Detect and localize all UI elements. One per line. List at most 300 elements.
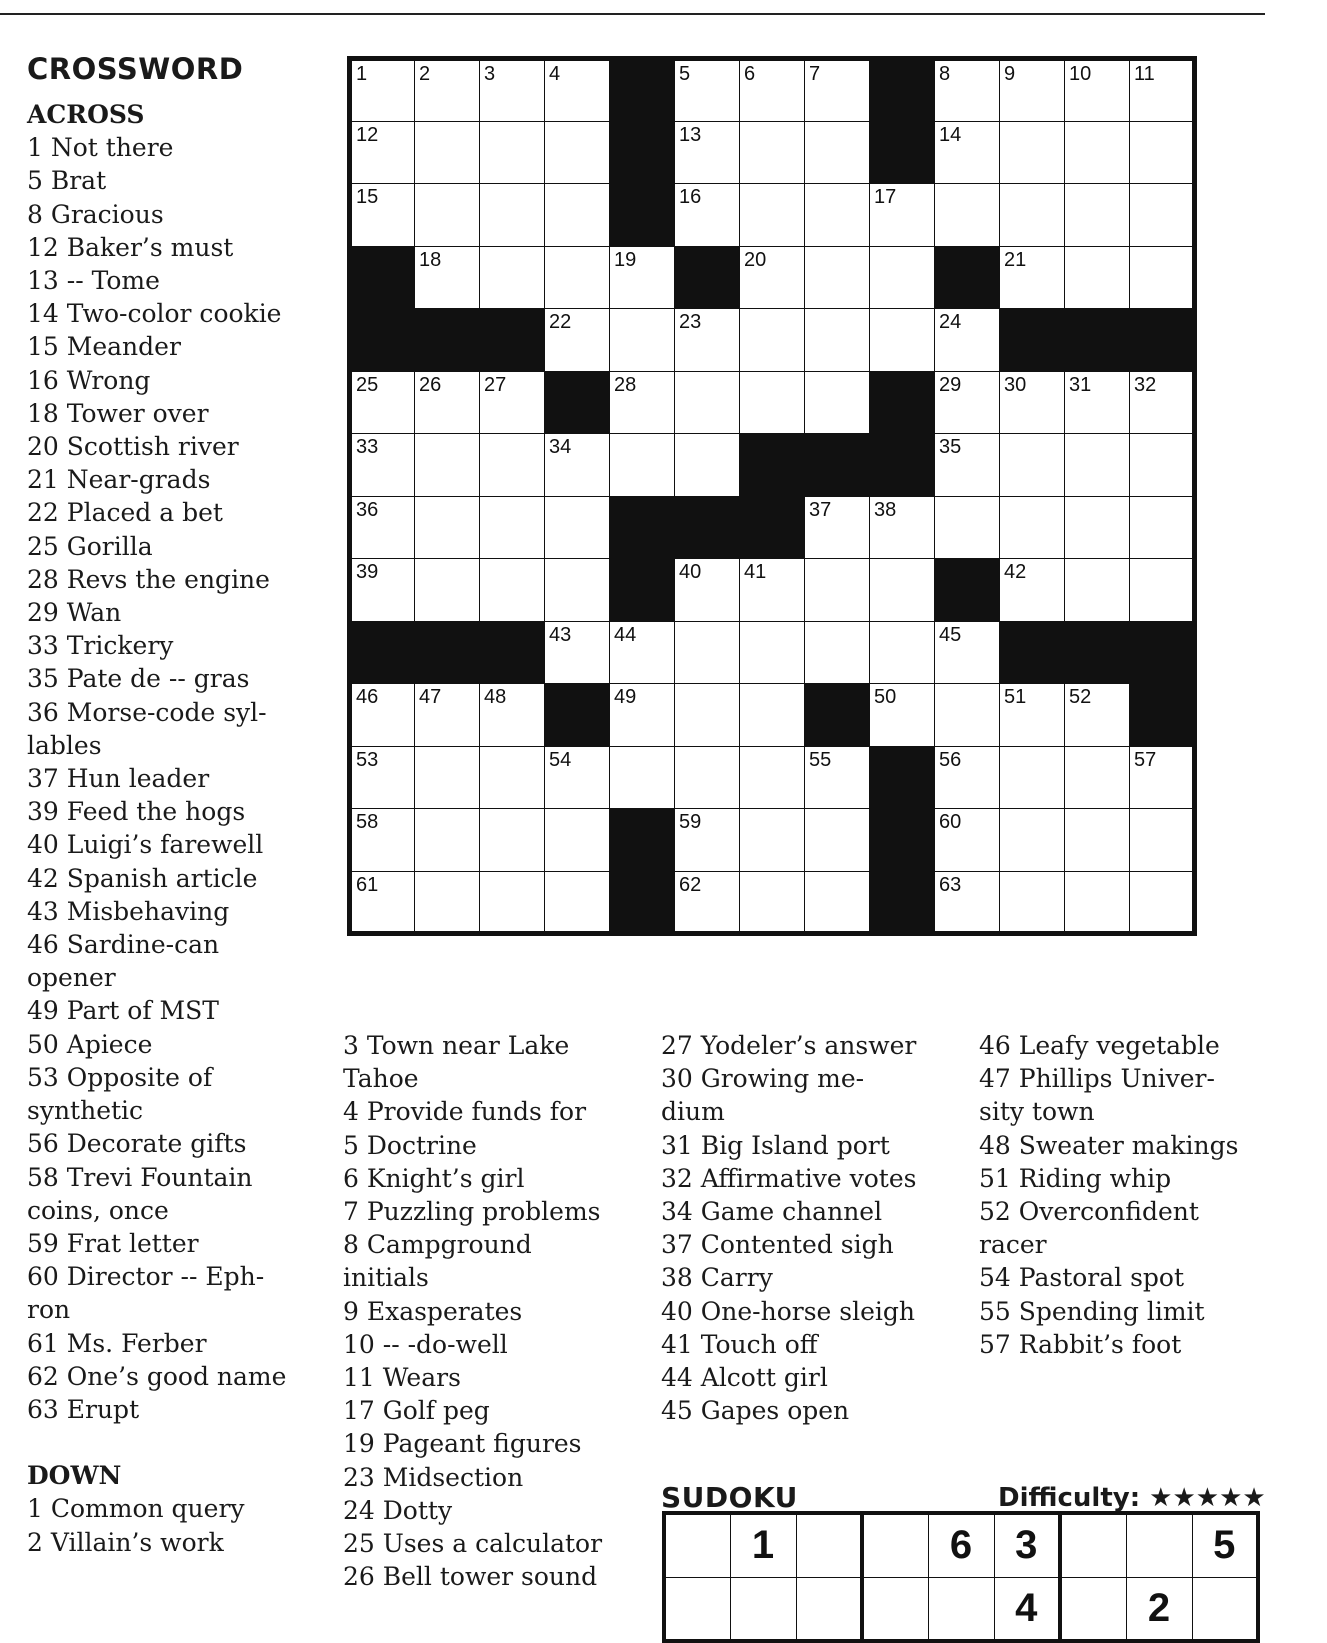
cell-number: 10	[1069, 63, 1092, 85]
clue-line: ron	[27, 1295, 71, 1325]
cell-number: 38	[874, 498, 897, 521]
grid-cell[interactable]	[415, 746, 480, 809]
clue-line: 43 Misbehaving	[27, 896, 230, 926]
sudoku-cell[interactable]: 6	[928, 1513, 994, 1577]
clue-line: 12 Baker’s must	[27, 232, 234, 262]
grid-cell[interactable]	[350, 184, 415, 247]
clue-line: 9 Exasperates	[343, 1296, 523, 1326]
clue-line: 4 Provide funds for	[343, 1097, 587, 1127]
clue-line: 41 Touch off	[661, 1329, 818, 1359]
grid-cell[interactable]	[935, 121, 1000, 184]
grid-row	[350, 59, 1195, 122]
clue-line: opener	[27, 963, 116, 993]
grid-cell[interactable]	[805, 371, 870, 434]
black-square	[545, 684, 610, 747]
clue-line: 51 Riding whip	[979, 1163, 1172, 1193]
cell-number: 42	[1004, 561, 1027, 583]
grid-cell[interactable]	[805, 184, 870, 247]
clue-line: 11 Wears	[343, 1363, 461, 1393]
grid-cell[interactable]	[870, 684, 935, 747]
grid-cell[interactable]	[350, 746, 415, 809]
grid-cell[interactable]	[610, 621, 675, 684]
clue-line: 28 Revs the engine	[27, 564, 270, 594]
grid-cell[interactable]	[350, 371, 415, 434]
grid-cell[interactable]	[740, 184, 805, 247]
cell-number: 47	[419, 686, 442, 708]
clue-line: 13 -- Tome	[27, 266, 160, 296]
grid-cell[interactable]	[610, 246, 675, 309]
grid-row	[350, 621, 1195, 684]
sudoku-grid	[662, 1511, 1260, 1643]
sudoku-cell[interactable]	[1060, 1577, 1126, 1641]
grid-cell[interactable]	[805, 496, 870, 559]
sudoku-cell[interactable]	[796, 1513, 862, 1577]
sudoku-cell[interactable]	[1126, 1513, 1192, 1577]
grid-cell[interactable]	[480, 746, 545, 809]
grid-cell[interactable]	[480, 371, 545, 434]
grid-cell[interactable]	[545, 184, 610, 247]
grid-cell[interactable]	[1130, 746, 1195, 809]
grid-cell[interactable]	[870, 496, 935, 559]
grid-cell[interactable]	[610, 746, 675, 809]
grid-cell[interactable]	[675, 684, 740, 747]
grid-cell[interactable]	[610, 309, 675, 372]
cell-number: 54	[549, 748, 572, 771]
grid-cell[interactable]	[675, 59, 740, 122]
clue-line: 15 Meander	[27, 332, 181, 362]
sudoku-cell[interactable]: 4	[994, 1577, 1060, 1641]
grid-cell[interactable]	[415, 121, 480, 184]
grid-cell[interactable]	[610, 434, 675, 497]
black-square	[610, 809, 675, 872]
sudoku-row	[664, 1513, 1258, 1577]
clue-line: 26 Bell tower sound	[343, 1562, 598, 1592]
clue-line: dium	[661, 1097, 725, 1127]
cell-number: 24	[939, 311, 962, 333]
grid-cell[interactable]	[740, 371, 805, 434]
grid-cell[interactable]	[545, 871, 610, 934]
grid-row	[350, 684, 1195, 747]
grid-cell[interactable]	[1065, 684, 1130, 747]
grid-cell[interactable]	[675, 809, 740, 872]
grid-cell[interactable]	[805, 559, 870, 622]
sudoku-cell[interactable]	[796, 1577, 862, 1641]
clue-line: 37 Hun leader	[27, 764, 210, 794]
sudoku-cell[interactable]	[928, 1577, 994, 1641]
cell-number: 35	[939, 436, 962, 458]
grid-cell[interactable]	[935, 184, 1000, 247]
cell-number: 11	[1134, 63, 1155, 85]
cell-number: 8	[939, 63, 951, 85]
clue-column-4	[979, 1029, 1279, 1361]
black-square	[610, 559, 675, 622]
grid-cell[interactable]	[1065, 371, 1130, 434]
clue-line: initials	[343, 1263, 429, 1293]
grid-cell[interactable]	[675, 746, 740, 809]
clue-line: 16 Wrong	[27, 365, 151, 395]
grid-cell[interactable]	[415, 184, 480, 247]
grid-cell[interactable]	[545, 309, 610, 372]
cell-number: 26	[419, 373, 442, 396]
grid-cell[interactable]	[610, 371, 675, 434]
clue-line: 25 Gorilla	[27, 531, 153, 561]
grid-cell[interactable]	[1130, 559, 1195, 622]
grid-cell[interactable]	[350, 121, 415, 184]
grid-cell[interactable]	[935, 746, 1000, 809]
grid-cell[interactable]	[870, 559, 935, 622]
grid-cell[interactable]	[1000, 246, 1065, 309]
grid-cell[interactable]	[545, 121, 610, 184]
clue-line: 38 Carry	[661, 1263, 773, 1293]
cell-number: 51	[1004, 686, 1027, 708]
cell-number: 6	[744, 63, 756, 85]
grid-cell[interactable]	[545, 246, 610, 309]
black-square	[1130, 684, 1195, 747]
grid-cell[interactable]	[1000, 59, 1065, 122]
clue-line: 55 Spending limit	[979, 1296, 1205, 1326]
grid-cell[interactable]	[805, 809, 870, 872]
clue-line: 59 Frat letter	[27, 1228, 199, 1258]
grid-cell[interactable]	[675, 621, 740, 684]
black-square	[610, 496, 675, 559]
grid-cell[interactable]	[545, 621, 610, 684]
black-square	[1130, 309, 1195, 372]
grid-cell[interactable]	[545, 746, 610, 809]
grid-cell[interactable]	[740, 309, 805, 372]
cell-number: 30	[1004, 373, 1027, 396]
grid-cell[interactable]	[350, 559, 415, 622]
sudoku-cell[interactable]	[664, 1577, 730, 1641]
grid-cell[interactable]	[805, 309, 870, 372]
cell-number: 43	[549, 623, 572, 646]
grid-cell[interactable]	[545, 809, 610, 872]
clue-line: 31 Big Island port	[661, 1130, 890, 1160]
cell-number: 28	[614, 373, 637, 396]
grid-cell[interactable]	[740, 809, 805, 872]
clue-line: 40 One-horse sleigh	[661, 1296, 915, 1326]
grid-cell[interactable]	[1065, 809, 1130, 872]
grid-cell[interactable]	[935, 621, 1000, 684]
clue-line: 47 Phillips Univer-	[979, 1064, 1215, 1094]
grid-cell[interactable]	[1130, 246, 1195, 309]
grid-cell[interactable]	[740, 559, 805, 622]
grid-row	[350, 746, 1195, 809]
grid-cell[interactable]	[1130, 496, 1195, 559]
grid-cell[interactable]	[675, 184, 740, 247]
cell-number: 13	[679, 123, 702, 146]
grid-cell[interactable]	[545, 496, 610, 559]
grid-cell[interactable]	[1065, 121, 1130, 184]
grid-cell[interactable]	[870, 246, 935, 309]
clue-column-2	[343, 1029, 643, 1593]
grid-row	[350, 871, 1195, 934]
grid-cell[interactable]	[675, 371, 740, 434]
grid-cell[interactable]	[1000, 809, 1065, 872]
clue-line: 22 Placed a bet	[27, 498, 223, 528]
cell-number: 1	[356, 63, 368, 85]
sudoku-cell[interactable]: 1	[730, 1513, 796, 1577]
grid-cell[interactable]	[935, 496, 1000, 559]
black-square	[610, 184, 675, 247]
grid-cell[interactable]	[740, 121, 805, 184]
grid-cell[interactable]	[740, 746, 805, 809]
sudoku-cell[interactable]: 5	[1192, 1513, 1258, 1577]
black-square	[1065, 621, 1130, 684]
grid-cell[interactable]	[480, 684, 545, 747]
clue-line: 21 Near-grads	[27, 465, 211, 495]
clue-line: 30 Growing me-	[661, 1064, 865, 1094]
cell-number: 61	[356, 873, 379, 896]
cell-number: 18	[419, 248, 442, 271]
grid-cell[interactable]	[805, 871, 870, 934]
grid-cell[interactable]	[1065, 434, 1130, 497]
grid-cell[interactable]	[350, 59, 415, 122]
clue-line: 1 Common query	[27, 1494, 245, 1524]
grid-row	[350, 309, 1195, 372]
cell-number: 31	[1069, 373, 1092, 396]
cell-number: 50	[874, 686, 897, 708]
grid-cell[interactable]	[350, 809, 415, 872]
grid-cell[interactable]	[480, 559, 545, 622]
grid-cell[interactable]	[935, 871, 1000, 934]
cell-number: 53	[356, 748, 379, 771]
grid-cell[interactable]	[415, 371, 480, 434]
grid-cell[interactable]	[1130, 59, 1195, 122]
grid-cell[interactable]	[1065, 246, 1130, 309]
across-header: ACROSS	[27, 100, 145, 129]
clue-line: lables	[27, 730, 102, 760]
grid-cell[interactable]	[675, 871, 740, 934]
black-square	[935, 246, 1000, 309]
clue-line: 44 Alcott girl	[661, 1363, 828, 1393]
sudoku-cell[interactable]: 3	[994, 1513, 1060, 1577]
clue-line: 39 Feed the hogs	[27, 797, 246, 827]
clue-line: 45 Gapes open	[661, 1396, 850, 1426]
clue-line: 8 Campground	[343, 1230, 532, 1260]
grid-cell[interactable]	[1065, 59, 1130, 122]
grid-cell[interactable]	[805, 59, 870, 122]
sudoku-cell[interactable]: 2	[1126, 1577, 1192, 1641]
grid-cell[interactable]	[1130, 371, 1195, 434]
black-square	[480, 309, 545, 372]
grid-cell[interactable]	[675, 121, 740, 184]
clue-line: 10 -- -do-well	[343, 1329, 508, 1359]
clue-line: 20 Scottish river	[27, 432, 239, 462]
grid-cell[interactable]	[1065, 746, 1130, 809]
clue-line: 35 Pate de -- gras	[27, 664, 250, 694]
black-square	[870, 871, 935, 934]
grid-cell[interactable]	[740, 621, 805, 684]
clue-line: 25 Uses a calculator	[343, 1529, 603, 1559]
clue-line: 49 Part of MST	[27, 996, 219, 1026]
black-square	[610, 871, 675, 934]
grid-cell[interactable]	[480, 121, 545, 184]
grid-cell[interactable]	[415, 59, 480, 122]
cell-number: 14	[939, 123, 962, 146]
grid-cell[interactable]	[415, 434, 480, 497]
grid-cell[interactable]	[545, 59, 610, 122]
grid-cell[interactable]	[805, 246, 870, 309]
cell-number: 56	[939, 748, 962, 771]
grid-cell[interactable]	[545, 434, 610, 497]
grid-cell[interactable]	[480, 246, 545, 309]
grid-cell[interactable]	[1000, 371, 1065, 434]
grid-cell[interactable]	[350, 871, 415, 934]
grid-cell[interactable]	[805, 746, 870, 809]
grid-cell[interactable]	[1000, 684, 1065, 747]
clue-line: sity town	[979, 1097, 1095, 1127]
sudoku-cell[interactable]	[730, 1577, 796, 1641]
cell-number: 59	[679, 811, 702, 833]
cell-number: 29	[939, 373, 962, 396]
grid-cell[interactable]	[805, 121, 870, 184]
grid-cell[interactable]	[935, 309, 1000, 372]
grid-cell[interactable]	[350, 434, 415, 497]
grid-cell[interactable]	[415, 559, 480, 622]
top-rule	[0, 13, 1265, 15]
cell-number: 33	[356, 436, 379, 458]
clue-line: 6 Knight’s girl	[343, 1163, 525, 1193]
grid-cell[interactable]	[740, 684, 805, 747]
grid-cell[interactable]	[415, 496, 480, 559]
cell-number: 37	[809, 498, 832, 521]
black-square	[870, 809, 935, 872]
grid-cell[interactable]	[350, 684, 415, 747]
cell-number: 7	[809, 63, 821, 85]
clue-line: 60 Director -- Eph-	[27, 1262, 265, 1292]
grid-row	[350, 371, 1195, 434]
grid-cell[interactable]	[740, 59, 805, 122]
cell-number: 52	[1069, 686, 1092, 708]
grid-cell[interactable]	[480, 184, 545, 247]
grid-cell[interactable]	[1000, 746, 1065, 809]
grid-cell[interactable]	[870, 309, 935, 372]
grid-cell[interactable]	[610, 684, 675, 747]
black-square	[415, 621, 480, 684]
grid-cell[interactable]	[1000, 121, 1065, 184]
grid-cell[interactable]	[1000, 184, 1065, 247]
grid-cell[interactable]	[415, 684, 480, 747]
sudoku-cell[interactable]	[862, 1577, 928, 1641]
cell-number: 49	[614, 686, 637, 708]
cell-number: 48	[484, 686, 507, 708]
sudoku-row	[664, 1577, 1258, 1641]
clue-line: 33 Trickery	[27, 631, 174, 661]
grid-cell[interactable]	[480, 809, 545, 872]
cell-number: 25	[356, 373, 379, 396]
cell-number: 16	[679, 186, 702, 208]
sudoku-cell[interactable]	[862, 1513, 928, 1577]
sudoku-cell[interactable]	[1060, 1513, 1126, 1577]
grid-cell[interactable]	[1000, 559, 1065, 622]
clue-line: 50 Apiece	[27, 1029, 153, 1059]
clue-line: 46 Sardine-can	[27, 930, 220, 960]
cell-number: 39	[356, 561, 379, 583]
grid-cell[interactable]	[415, 246, 480, 309]
grid-cell[interactable]	[1000, 871, 1065, 934]
grid-cell[interactable]	[1065, 559, 1130, 622]
grid-row	[350, 184, 1195, 247]
grid-cell[interactable]	[1130, 809, 1195, 872]
clue-line: 46 Leafy vegetable	[979, 1031, 1220, 1060]
clue-column-3	[661, 1029, 961, 1427]
clue-line: 56 Decorate gifts	[27, 1129, 247, 1159]
grid-cell[interactable]	[935, 434, 1000, 497]
grid-cell[interactable]	[480, 496, 545, 559]
black-square	[870, 59, 935, 122]
grid-cell[interactable]	[675, 559, 740, 622]
grid-cell[interactable]	[805, 621, 870, 684]
cell-number: 19	[614, 248, 637, 271]
grid-cell[interactable]	[870, 621, 935, 684]
grid-cell[interactable]	[350, 496, 415, 559]
clue-line: 57 Rabbit’s foot	[979, 1329, 1182, 1359]
grid-cell[interactable]	[870, 184, 935, 247]
down-header: DOWN	[27, 1461, 122, 1491]
grid-cell[interactable]	[740, 871, 805, 934]
grid-cell[interactable]	[480, 434, 545, 497]
grid-cell[interactable]	[1130, 184, 1195, 247]
grid-cell[interactable]	[415, 871, 480, 934]
crossword-title: CROSSWORD	[27, 52, 244, 86]
black-square	[870, 371, 935, 434]
sudoku-cell[interactable]	[1192, 1577, 1258, 1641]
cell-number: 46	[356, 686, 379, 708]
grid-cell[interactable]	[1000, 434, 1065, 497]
grid-cell[interactable]	[480, 59, 545, 122]
grid-cell[interactable]	[1065, 496, 1130, 559]
grid-cell[interactable]	[1130, 121, 1195, 184]
clue-line: 14 Two-color cookie	[27, 299, 282, 329]
grid-cell[interactable]	[675, 309, 740, 372]
black-square	[805, 684, 870, 747]
sudoku-cell[interactable]	[664, 1513, 730, 1577]
black-square	[610, 59, 675, 122]
grid-cell[interactable]	[935, 59, 1000, 122]
grid-cell[interactable]	[1130, 871, 1195, 934]
grid-cell[interactable]	[415, 809, 480, 872]
grid-cell[interactable]	[935, 809, 1000, 872]
black-square	[480, 621, 545, 684]
clue-line: 32 Affirmative votes	[661, 1163, 917, 1193]
clue-line: 5 Brat	[27, 166, 107, 196]
cell-number: 20	[744, 248, 767, 271]
black-square	[740, 434, 805, 497]
grid-row	[350, 496, 1195, 559]
clue-line: 24 Dotty	[343, 1495, 453, 1525]
grid-cell[interactable]	[935, 684, 1000, 747]
grid-cell[interactable]	[740, 246, 805, 309]
cell-number: 12	[356, 123, 379, 146]
cell-number: 62	[679, 873, 702, 896]
crossword-grid	[347, 56, 1197, 936]
grid-cell[interactable]	[480, 871, 545, 934]
grid-cell[interactable]	[1130, 434, 1195, 497]
cell-number: 58	[356, 811, 379, 833]
grid-cell[interactable]	[1000, 496, 1065, 559]
grid-cell[interactable]	[545, 559, 610, 622]
grid-cell[interactable]	[1065, 184, 1130, 247]
grid-cell[interactable]	[1065, 871, 1130, 934]
grid-cell[interactable]	[675, 434, 740, 497]
black-square	[610, 121, 675, 184]
clue-line: 3 Town near Lake	[343, 1031, 570, 1060]
clue-line: 61 Ms. Ferber	[27, 1328, 207, 1358]
grid-row	[350, 559, 1195, 622]
black-square	[415, 309, 480, 372]
grid-cell[interactable]	[935, 371, 1000, 434]
clue-line: 48 Sweater makings	[979, 1130, 1239, 1160]
